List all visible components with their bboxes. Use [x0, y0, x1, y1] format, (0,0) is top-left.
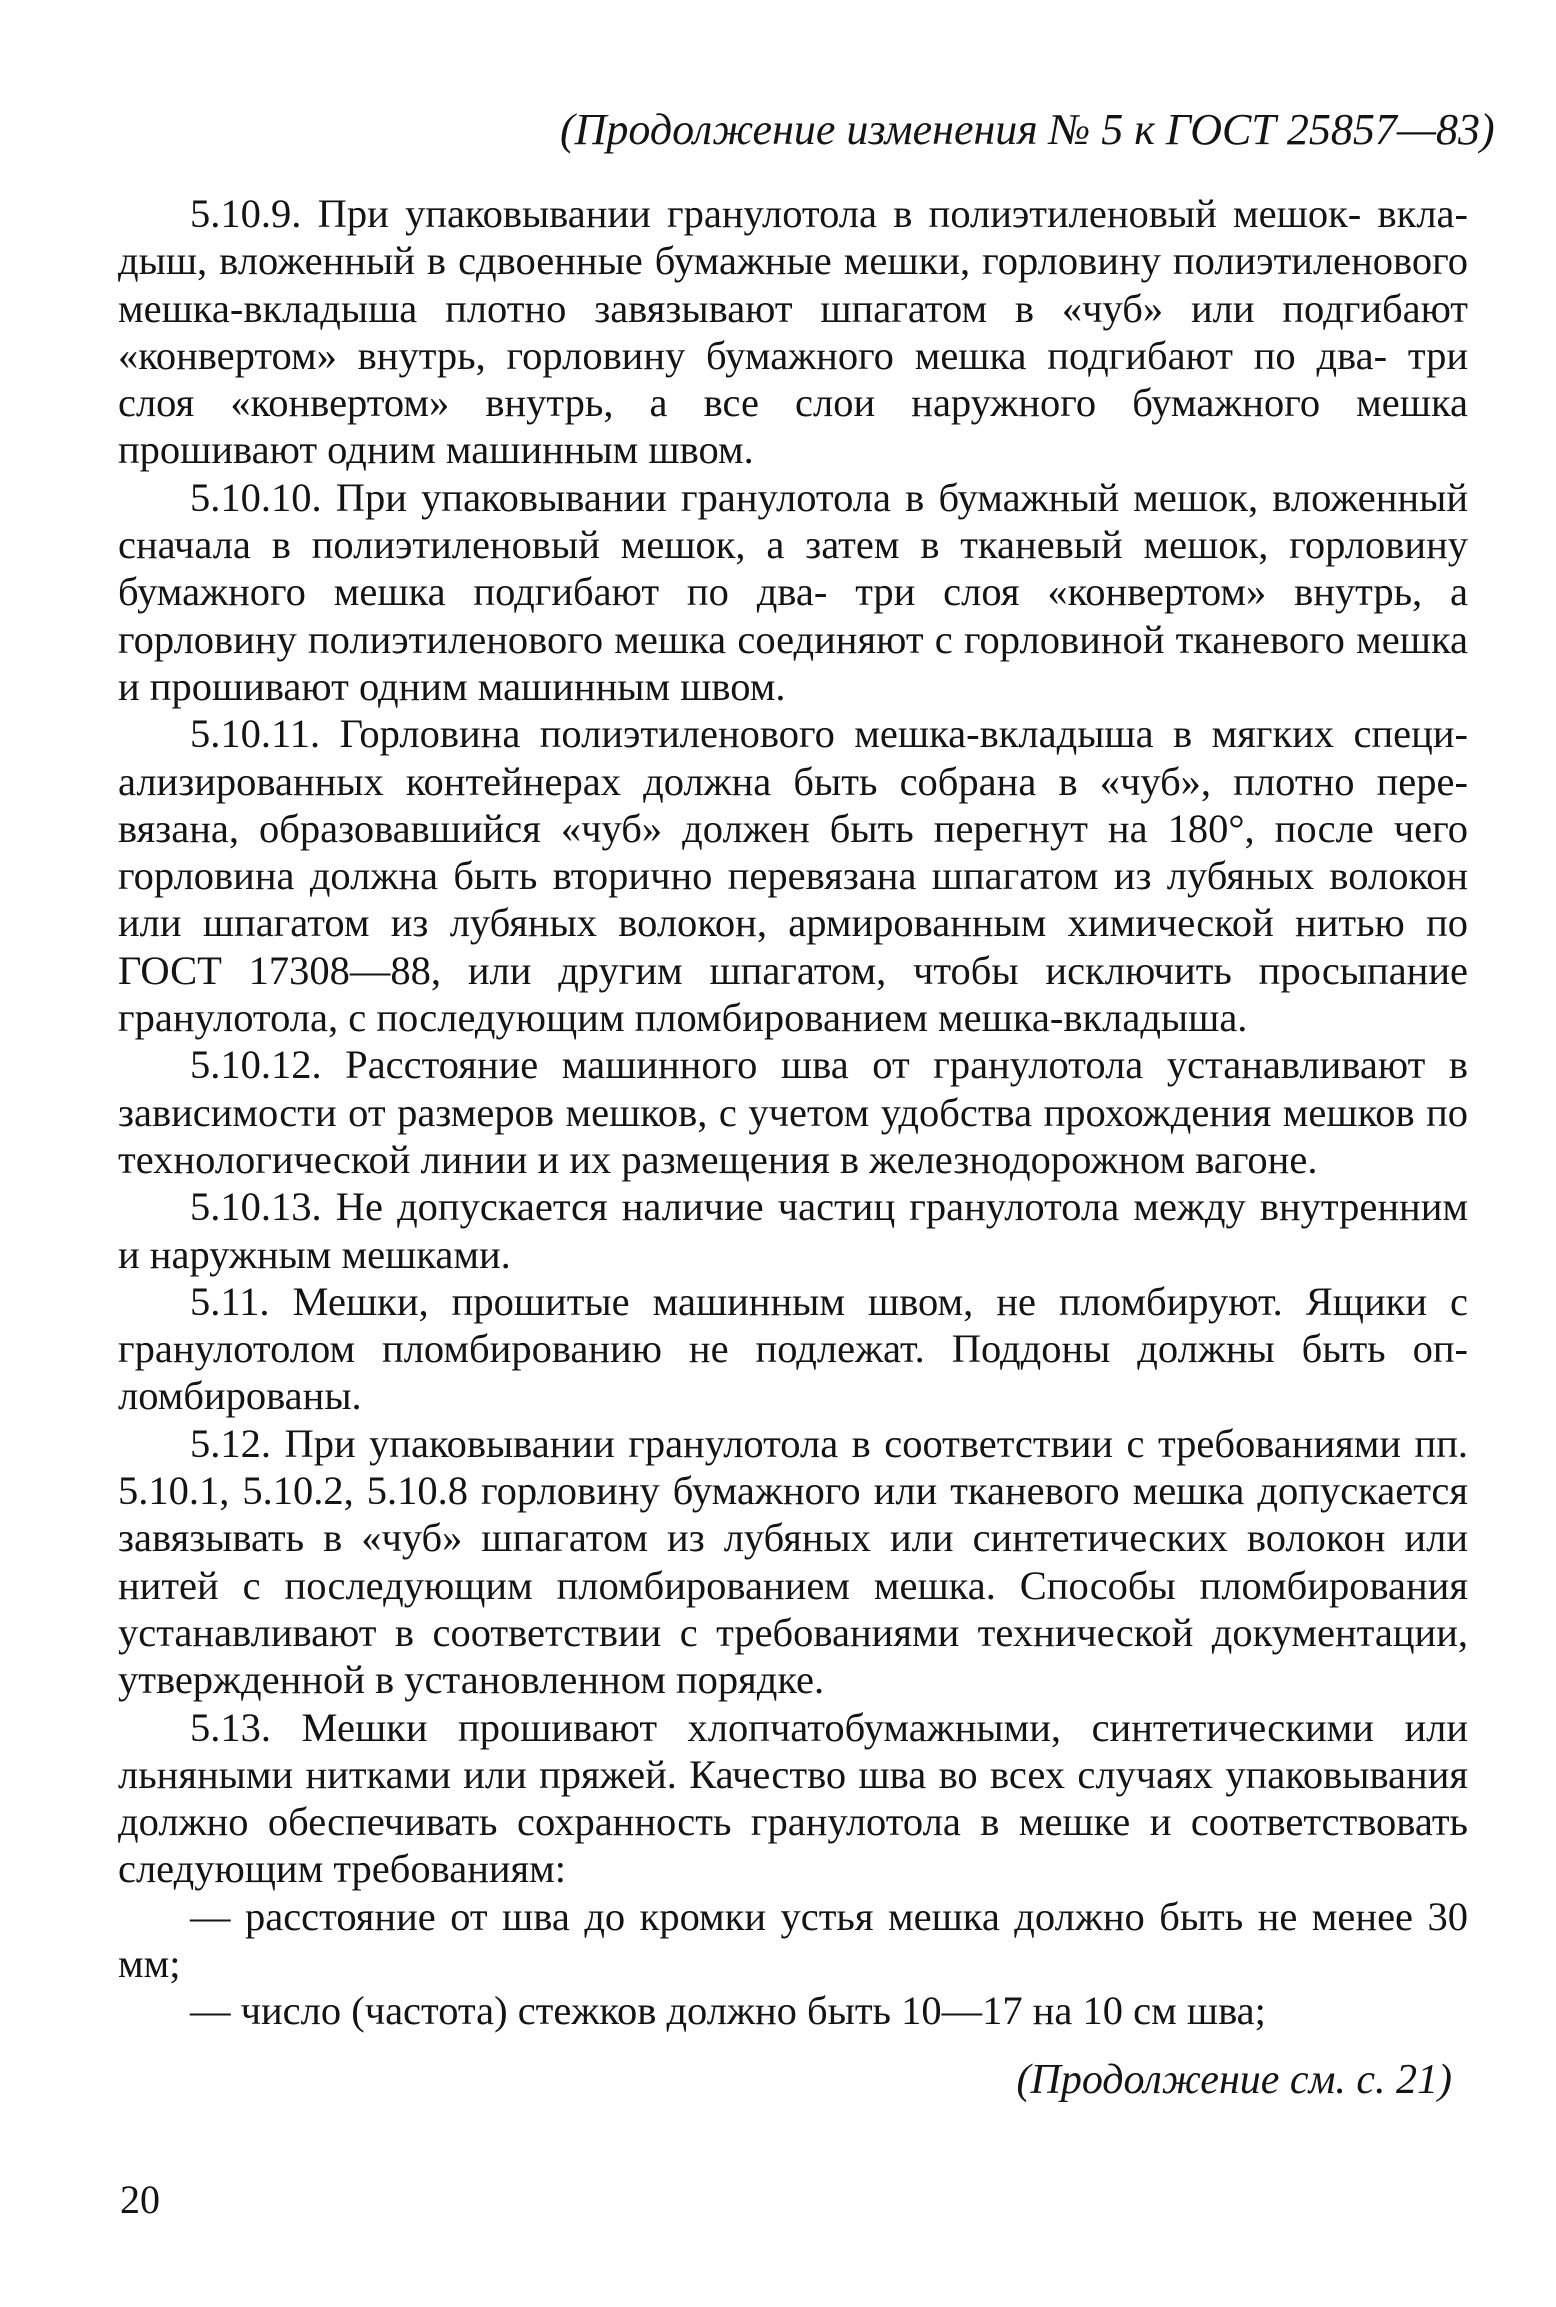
- paragraph-5-10-12: 5.10.12. Расстояние машинного шва от гранулотола устанавливают в зависимости от размеров мешков, с учетом удобства прохождения мешков по технологической линии и их размещения в железнодорожном вагоне.: [118, 1042, 1468, 1182]
- continuation-note: (Продолжение см. с. 21): [1016, 2057, 1452, 2103]
- list-item-stitch-count: — число (частота) стежков должно быть 10—17 на 10 см шва;: [190, 1988, 1266, 2034]
- paragraph-5-13: 5.13. Мешки прошивают хлопчатобумажными, синтетическими или льняными нитками или пряжей. Качество шва во всех случаях упаковывания должно обеспечивать сохранность гранулотола в мешке и соответствовать следующим требованиям:: [118, 1704, 1468, 1892]
- paragraph-5-12: 5.12. При упаковывании гранулотола в соответствии с требованиями пп. 5.10.1, 5.10.2, 5.10.8 горловину бумажного или тканевого мешка допускается завязывать в «чуб» шпагатом из лубяных или синтетических волокон или нитей с последующим пломбированием мешка. Способы пломбирования устанавливают в соответствии с требованиями технической документации, утвержденной в установленном порядке.: [118, 1420, 1468, 1703]
- list-item-seam-distance: — расстояние от шва до кромки устья мешка должно быть не менее 30 мм;: [118, 1893, 1468, 1986]
- paragraph-5-10-11: 5.10.11. Горловина полиэтиленового мешка-вкладыша в мягких специализированных контейнерах должна быть собрана в «чуб», плотно перевязана, образовавшийся «чуб» должен быть перегнут на 180°, после чего горловина должна быть вторично перевязана шпагатом из лубяных волокон или шпагатом из лубяных волокон, армированным химической нитью по ГОСТ 17308—88, или другим шпагатом, чтобы исключить просыпание гранулотола, с последующим пломбированием мешка-вкладыша.: [118, 711, 1468, 1041]
- paragraph-5-10-10: 5.10.10. При упаковывании гранулотола в бумажный мешок, вложенный сначала в полиэтиленовый мешок, а затем в тканевый мешок, горловину бумажного мешка подгибают по два- три слоя «конвертом» внутрь, а горловину полиэтиленового мешка соединяют с горловиной тканевого мешка и прошивают одним машинным швом.: [118, 474, 1468, 709]
- running-header: (Продолжение изменения № 5 к ГОСТ 25857—83): [560, 105, 1495, 154]
- document-body: [118, 190, 1468, 2035]
- paragraph-5-10-13: 5.10.13. Не допускается наличие частиц гранулотола между внутренним и наружным мешками.: [118, 1184, 1468, 1277]
- paragraph-5-10-9: 5.10.9. При упаковывании гранулотола в полиэтиленовый мешок- вкладыш, вложенный в сдвоенные бумажные мешки, горловину полиэтиленового мешка-вкладыша плотно завязывают шпагатом в «чуб» или подгибают «конвертом» внутрь, горловину бумажного мешка подгибают по два- три слоя «конвертом» внутрь, а все слои наружного бумажного мешка прошивают одним машинным швом.: [118, 191, 1468, 473]
- page-number: 20: [120, 2177, 160, 2222]
- paragraph-5-11: 5.11. Мешки, прошитые машинным швом, не пломбируют. Ящики с гранулотолом пломбированию не подлежат. Поддоны должны быть опломбированы.: [118, 1278, 1468, 1419]
